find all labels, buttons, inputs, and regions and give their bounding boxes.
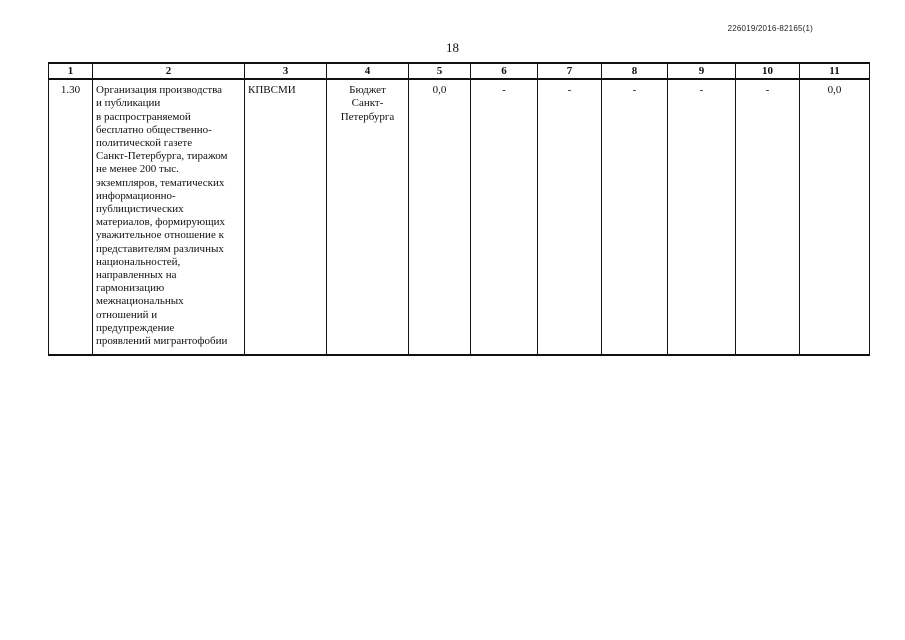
header-cell-1: 1 bbox=[49, 63, 93, 79]
table-row bbox=[49, 79, 870, 355]
header-cell-3: 3 bbox=[245, 63, 327, 79]
description-line: не менее 200 тыс. bbox=[96, 163, 179, 176]
document-id: 226019/2016-82165(1) bbox=[727, 24, 813, 33]
header-cell-4: 4 bbox=[327, 63, 409, 79]
header-cell-6: 6 bbox=[471, 63, 538, 79]
value-cell-11: 0,0 bbox=[800, 79, 870, 355]
value-cell-9: - bbox=[668, 79, 736, 355]
value-cell-7: - bbox=[538, 79, 602, 355]
row-number-cell: 1.30 bbox=[49, 79, 93, 355]
description-line: уважительное отношение к bbox=[96, 229, 224, 242]
description-line: гармонизацию bbox=[96, 282, 165, 295]
description-cell bbox=[93, 79, 245, 355]
description-line: публицистических bbox=[96, 203, 184, 216]
description-line: межнациональных bbox=[96, 295, 184, 308]
description-line: бесплатно общественно- bbox=[96, 123, 212, 136]
header-row bbox=[49, 63, 870, 79]
funding-line: Петербурга bbox=[340, 110, 395, 123]
description-line: материалов, формирующих bbox=[96, 216, 225, 229]
description-line: в распространяемой bbox=[96, 110, 191, 123]
header-cell-2: 2 bbox=[93, 63, 245, 79]
header-cell-8: 8 bbox=[602, 63, 668, 79]
description-line: отношений и bbox=[96, 308, 158, 321]
description-line: представителям различных bbox=[96, 242, 224, 255]
value-cell-5: 0,0 bbox=[409, 79, 471, 355]
header-cell-11: 11 bbox=[800, 63, 870, 79]
description-line: предупреждение bbox=[96, 321, 175, 334]
value-cell-10: - bbox=[736, 79, 800, 355]
description-line: экземпляров, тематических bbox=[96, 176, 225, 189]
executor-cell: КПВСМИ bbox=[245, 79, 327, 355]
funding-cell bbox=[327, 79, 409, 355]
description-line: политической газете bbox=[96, 137, 193, 150]
description-line: национальностей, bbox=[96, 255, 181, 268]
description-line: проявлений мигрантофобии bbox=[96, 335, 228, 348]
page-number: 18 bbox=[446, 40, 459, 55]
data-table bbox=[48, 62, 870, 356]
description-line: информационно- bbox=[96, 189, 176, 202]
value-cell-8: - bbox=[602, 79, 668, 355]
description-line: и публикации bbox=[96, 97, 161, 110]
description-line: Санкт-Петербурга, тиражом bbox=[96, 150, 228, 163]
description-line: Организация производства bbox=[96, 84, 223, 97]
header-cell-9: 9 bbox=[668, 63, 736, 79]
header-cell-10: 10 bbox=[736, 63, 800, 79]
funding-line: Бюджет bbox=[349, 84, 386, 97]
description-line: направленных на bbox=[96, 269, 177, 282]
funding-line: Санкт- bbox=[351, 97, 384, 110]
header-cell-7: 7 bbox=[538, 63, 602, 79]
header-cell-5: 5 bbox=[409, 63, 471, 79]
value-cell-6: - bbox=[471, 79, 538, 355]
